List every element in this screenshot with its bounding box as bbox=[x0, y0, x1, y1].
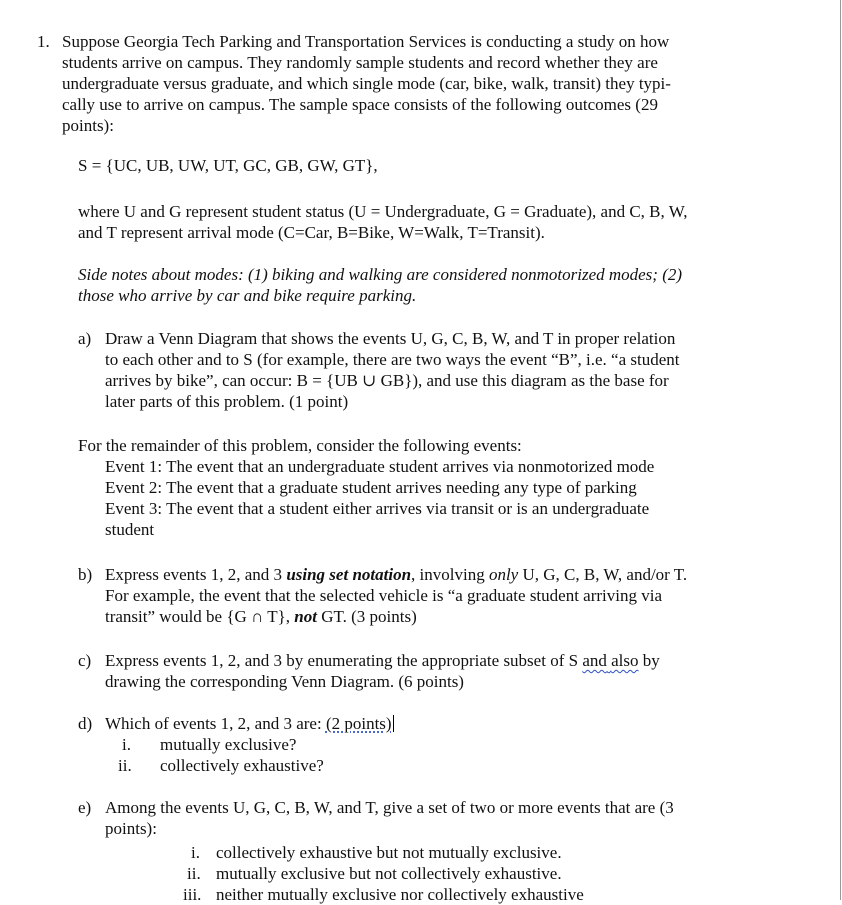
event-line: Event 2: The event that a graduate student arrives needing any type of parking bbox=[105, 478, 637, 497]
intro-line: students arrive on campus. They randomly sample students and record whether they are bbox=[62, 53, 658, 72]
part-a-label: a) bbox=[78, 329, 92, 348]
part-c-and: and bbox=[582, 651, 607, 670]
part-b-text: U, G, C, B, W, and/or T. bbox=[518, 565, 688, 584]
part-a-line: arrives by bike”, can occur: B = {UB ∪ GB}), and use this diagram as the base for bbox=[105, 371, 669, 390]
part-d-question bbox=[105, 713, 394, 734]
part-c-also: also bbox=[611, 651, 639, 670]
event-line: student bbox=[105, 520, 155, 539]
text-cursor bbox=[393, 715, 394, 732]
part-c-label: c) bbox=[78, 651, 92, 670]
part-c-text: Express events 1, 2, and 3 by enumerating the appropriate subset of S bbox=[105, 651, 583, 670]
part-b-only: only bbox=[488, 565, 519, 584]
part-c-text: by bbox=[638, 651, 660, 670]
part-e-label: e) bbox=[78, 798, 92, 817]
side-note-line: Side notes about modes: (1) biking and walking are considered nonmotorized modes; (2) bbox=[78, 265, 683, 284]
part-e-item-num: iii. bbox=[183, 885, 202, 904]
part-b-line-1 bbox=[105, 564, 687, 585]
intro-line: points): bbox=[62, 116, 114, 135]
event-line: Event 1: The event that an undergraduate student arrives via nonmotorized mode bbox=[105, 457, 655, 476]
part-e-item-num: ii. bbox=[187, 864, 201, 883]
definition-line: and T represent arrival mode (C=Car, B=Bike, W=Walk, T=Transit). bbox=[78, 223, 545, 242]
intro-line: cally use to arrive on campus. The sample space consists of the following outcomes (29 bbox=[62, 95, 658, 114]
part-b-not: not bbox=[294, 607, 317, 626]
part-e-item-text: mutually exclusive but not collectively exhaustive. bbox=[216, 864, 562, 883]
event-line: Event 3: The event that a student either arrives via transit or is an undergraduate bbox=[105, 499, 650, 518]
side-note-line: those who arrive by car and bike require parking. bbox=[78, 286, 417, 305]
part-d-label: d) bbox=[78, 714, 93, 733]
part-d-text: Which of events 1, 2, and 3 are: bbox=[105, 714, 326, 733]
part-a-line: later parts of this problem. (1 point) bbox=[105, 392, 349, 411]
sample-space: S = {UC, UB, UW, UT, GC, GB, GW, GT}, bbox=[78, 156, 378, 175]
events-intro: For the remainder of this problem, consider the following events: bbox=[78, 436, 522, 455]
part-d-item-num: ii. bbox=[118, 756, 132, 775]
part-e-line: Among the events U, G, C, B, W, and T, give a set of two or more events that are (3 bbox=[105, 798, 674, 817]
part-e-line: points): bbox=[105, 819, 157, 838]
part-e-item-text: neither mutually exclusive nor collectively exhaustive bbox=[216, 885, 584, 904]
part-a-line: Draw a Venn Diagram that shows the events U, G, C, B, W, and T in proper relation bbox=[105, 329, 676, 348]
part-c-line-2: drawing the corresponding Venn Diagram. (6 points) bbox=[105, 672, 464, 691]
definition-line: where U and G represent student status (U = Undergraduate, G = Graduate), and C, B, W, bbox=[78, 202, 688, 221]
part-d-item-text: collectively exhaustive? bbox=[160, 756, 324, 775]
part-b-label: b) bbox=[78, 565, 93, 584]
part-b-line-2: For example, the event that the selected vehicle is “a graduate student arriving via bbox=[105, 586, 663, 605]
part-b-line-3 bbox=[105, 606, 417, 627]
part-b-text: Express events 1, 2, and 3 bbox=[105, 565, 287, 584]
intro-line: Suppose Georgia Tech Parking and Transportation Services is conducting a study on how bbox=[62, 32, 670, 51]
part-e-item-num: i. bbox=[191, 843, 200, 862]
part-d-item-num: i. bbox=[122, 735, 131, 754]
part-b-text: GT. (3 points) bbox=[316, 607, 417, 626]
page-edge bbox=[840, 0, 841, 900]
part-c-line-1 bbox=[105, 650, 660, 671]
part-d-points: (2 points) bbox=[325, 714, 392, 733]
intro-line: undergraduate versus graduate, and which single mode (car, bike, walk, transit) they typi- bbox=[62, 74, 671, 93]
part-b-text: , involving bbox=[411, 565, 489, 584]
part-a-line: to each other and to S (for example, there are two ways the event “B”, i.e. “a student bbox=[105, 350, 680, 369]
part-e-item-text: collectively exhaustive but not mutually exclusive. bbox=[216, 843, 562, 862]
part-b-text: transit” would be {G ∩ T}, bbox=[105, 607, 295, 626]
part-b-emphasis: using set notation bbox=[286, 565, 412, 584]
problem-number: 1. bbox=[37, 32, 50, 51]
part-d-item-text: mutually exclusive? bbox=[160, 735, 297, 754]
